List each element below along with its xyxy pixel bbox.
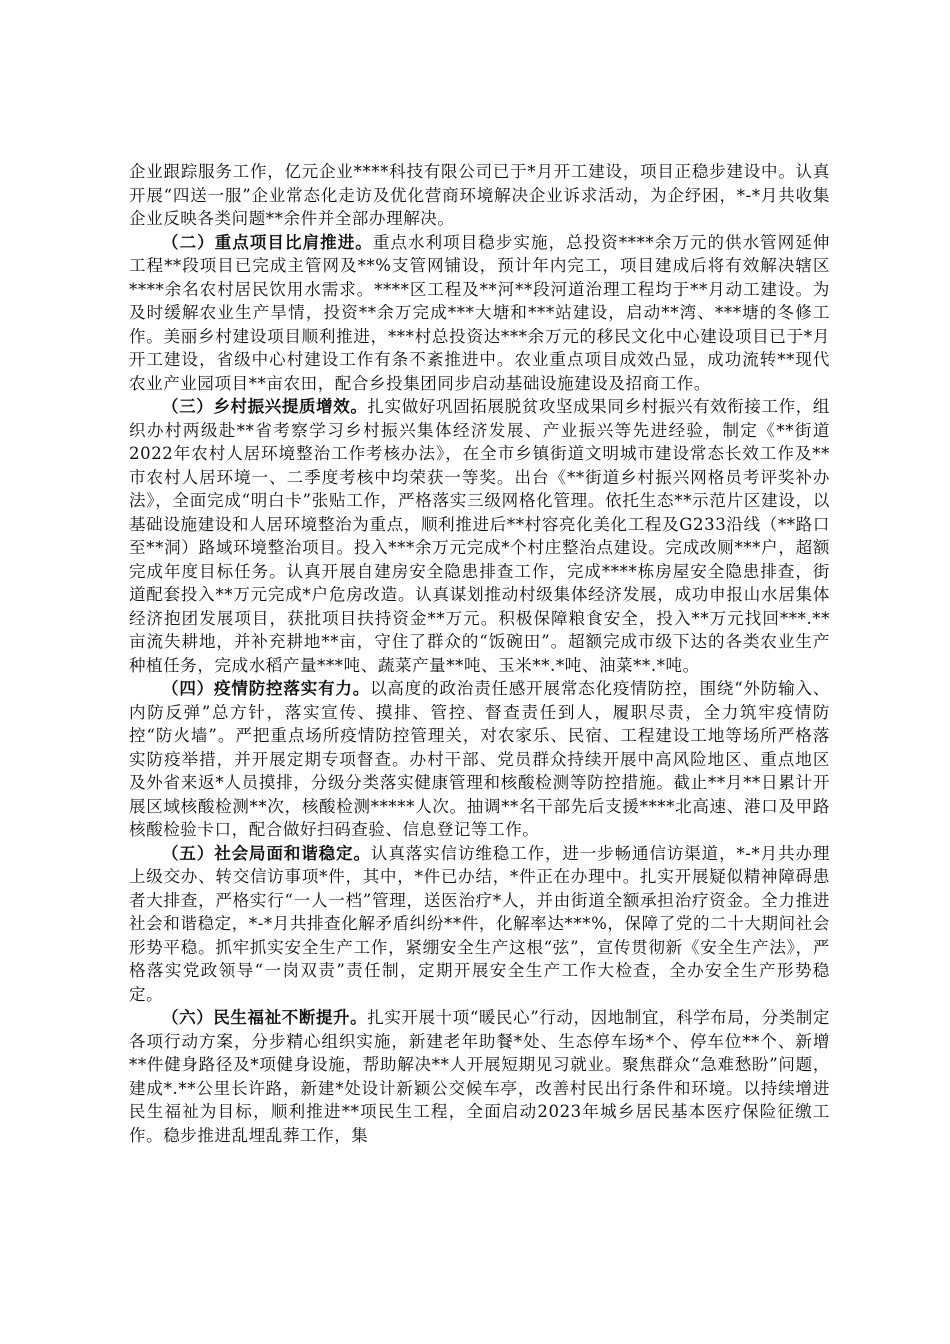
paragraph-body: 扎实开展十项“暖民心”行动，因地制宜，科学布局，分类制定各项行动方案，分步精心组织实施，新建老年助餐*处、生态停车场*个、停车位**个、新增**件健身路径及*项健身设施，帮助解决**人开展短期见习就业。聚焦群众“急难愁盼”问题，建成*.**公里长许路，新建*处设计新颖公交候车亭，改善村民出行条件和环境。以持续增进民生福祉为目标，顺利推进**项民生工程，全面启动2023年城乡居民基本医疗保险征缴工作。稳步推进乱埋乱葬工作，集 [129, 1008, 831, 1145]
section-heading: （三）乡村振兴提质增效。 [162, 397, 368, 416]
paragraph-body: 扎实做好巩固拓展脱贫攻坚成果同乡村振兴有效衔接工作，组织办村两级赴**省考察学习乡村振兴集体经济发展、产业振兴等先进经验，制定《**街道2022年农村人居环境整治工作考核办法》，在全市乡镇街道文明城市建设常态长效工作及**市农村人居环境一、二季度考核中均荣获一等奖。出台《**街道乡村振兴网格员考评奖补办法》，全面完成“明白卡”张贴工作，严格落实三级网格化管理。依托生态**示范片区建设，以基础设施建设和人居环境整治为重点，顺利推进后**村容亮化美化工程及G233沿线（**路口至**洞）路域环境整治项目。投入***余万元完成*个村庄整治点建设。完成改厕***户，超额完成年度目标任务。认真开展自建房安全隐患排查工作，完成****栋房屋安全隐患排查，街道配套投入**万元完成*户危房改造。认真谋划推动村级集体经济发展，成功申报山水居集体经济抱团发展项目，获批项目扶持资金**万元。积极保障粮食安全，投入**万元找回***.**亩流失耕地，并补充耕地**亩，守住了群众的“饭碗田”。超额完成市级下达的各类农业生产种植任务，完成水稻产量***吨、蔬菜产量**吨、玉米**.*吨、油菜**.*吨。 [129, 397, 830, 675]
paragraph-body: 以高度的政治责任感开展常态化疫情防控，围绕“外防输入、内防反弹”总方针，落实宣传、摸排、管控、督查责任到人，履职尽责，全力筑牢疫情防控“防火墙”。严把重点场所疫情防控管理关，对农家乐、民宿、工程建设工地等场所严格落实防疫举措，并开展定期专项督查。办村干部、党员群众持续开展中高风险地区、重点地区及外省来返*人员摸排，分级分类落实健康管理和核酸检测等防控措施。截止**月**日累计开展区域核酸检测**次，核酸检测*****人次。抽调**名干部先后支援****北高速、港口及甲路核酸检验卡口，配合做好扫码查验、信息登记等工作。 [129, 679, 830, 839]
paragraph-continued [129, 160, 830, 231]
section-heading: （五）社会局面和谐稳定。 [162, 843, 371, 863]
section-heading: （四）疫情防控落实有力。 [162, 679, 371, 698]
section-heading: （二）重点项目比肩推进。 [162, 232, 373, 252]
section-heading: （六）民生福祉不断提升。 [162, 1008, 368, 1027]
section-livelihood [129, 1006, 830, 1147]
section-social-stability [129, 842, 830, 1007]
paragraph-body: 企业跟踪服务工作，亿元企业****科技有限公司已于*月开工建设，项目正稳步建设中。认真开展“四送一服”企业常态化走访及优化营商环境解决企业诉求活动，为企纾困，*-*月共收集企业反映各类问题**余件并全部办理解决。 [129, 162, 830, 228]
document-page [129, 160, 830, 1147]
paragraph-body: 认真落实信访维稳工作，进一步畅通信访渠道，*-*月共办理上级交办、转交信访事项*件，其中，*件已办结，*件正在办理中。扎实开展疑似精神障碍患者大排查，严格实行“一人一档”管理，送医治疗*人，并由街道全额承担治疗资金。全力推进社会和谐稳定，*-*月共排查化解矛盾纠纷**件，化解率达***%，保障了党的二十大期间社会形势平稳。抓牢抓实安全生产工作，紧绷安全生产这根“弦”，宣传贯彻新《安全生产法》，严格落实党政领导“一岗双责”责任制，定期开展安全生产工作大检查，全办安全生产形势稳定。 [129, 843, 830, 1004]
section-rural-revitalization [129, 395, 830, 677]
paragraph-body: 重点水利项目稳步实施，总投资****余万元的供水管网延伸工程**段项目已完成主管网及**%支管网铺设，预计年内完工，项目建成后将有效解决辖区****余名农村居民饮用水需求。****区工程及**河**段河道治理工程均于**月动工建设。为及时缓解农业生产旱情，投资**余万完成***大塘和***站建设，启动**湾、***塘的冬修工作。美丽乡村建设项目顺利推进，***村总投资达***余万元的移民文化中心建设项目已于*月开工建设，省级中心村建设工作有条不紊推进中。农业重点项目成效凸显，成功流转**现代农业产业园项目**亩农田，配合乡投集团同步启动基础设施建设及招商工作。 [129, 232, 830, 393]
section-key-projects [129, 231, 830, 396]
section-epidemic-control [129, 677, 830, 842]
